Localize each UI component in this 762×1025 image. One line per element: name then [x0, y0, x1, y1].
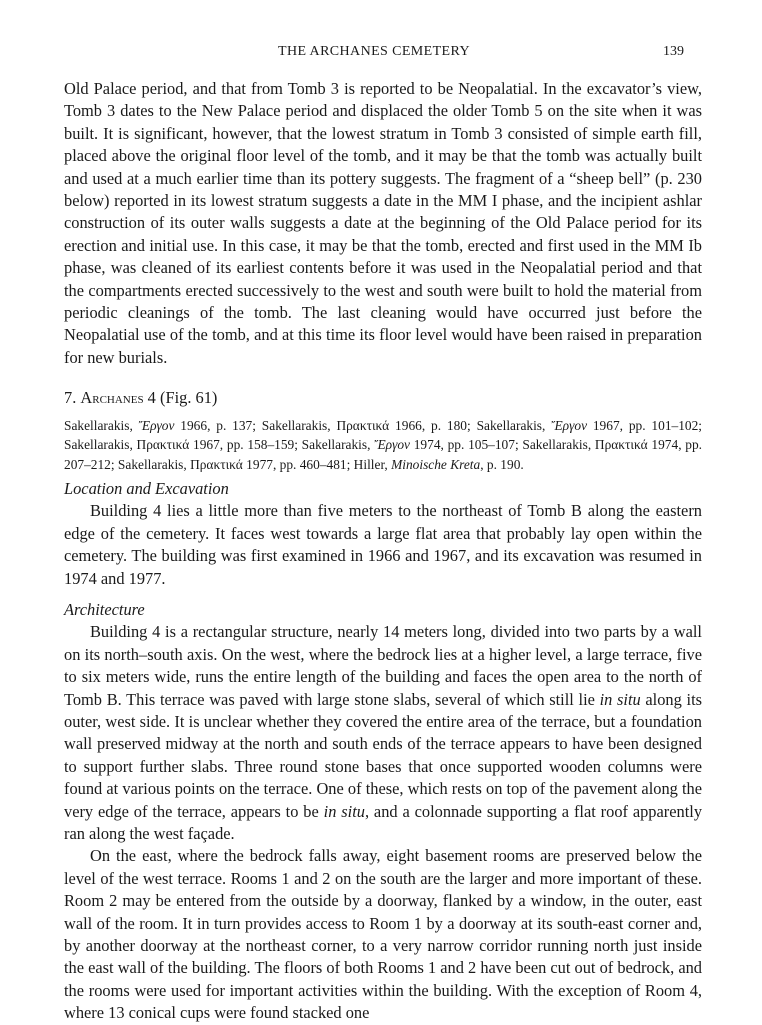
bib-book-title: Minoische Kreta: [391, 456, 481, 472]
body-text: [64, 78, 702, 1025]
page-header: [64, 44, 684, 66]
latin-term: in situ: [599, 689, 641, 709]
bib-text: Sakellarakis,: [64, 417, 139, 433]
bib-journal: Ἔργον: [374, 437, 410, 453]
bib-text: 1966, p. 180; Sakellarakis,: [389, 417, 552, 433]
bib-text: 1974, pp. 207–212; Sakellarakis,: [64, 437, 703, 472]
paragraph-text: Building 4 is a rectangular structure, nearly 14 meters long, divided into two parts by a wall on its north–south axis. On the west, where the bedrock lies at a higher level, a large terrace, five to six meters wide, runs the entire length of the building and faces the open area to the north of Tomb B. This terrace was paved with large stone slabs, several of which still lie: [64, 622, 702, 709]
intro-paragraph: Old Palace period, and that from Tomb 3 is reported to be Neopalatial. In the excavator’s view, Tomb 3 dates to the New Palace period and displaced the older Tomb 5 on the site when it was built. It is significant, however, that the lowest stratum in Tomb 3 consisted of simple earth fill, placed above the original floor level of the tomb, and it may be that the tomb was actually built and used at a much earlier time than its pottery suggests. The fragment of a “sheep bell” (p. 230 below) reported in its lowest stratum suggests a date in the MM I phase, and the incipient ashlar construction of its outer walls suggests a date at the beginning of the Old Palace period for its erection and initial use. In this case, it may be that the tomb, erected and first used in the MM Ib phase, was cleaned of its earliest contents before it was used in the Neopalatial period and that the compartments erected successively to the west and south were built to hold the material from periodic cleanings of the tomb. The last cleaning would have occurred just before the Neopalatial use of the tomb, and at this time its floor level would have been raised in preparation for new burials.: [64, 79, 702, 367]
paragraph-text: , and a colonnade supporting a flat roof apparently ran along the west façade.: [64, 801, 703, 843]
section-title: [64, 387, 702, 409]
bibliography: [64, 416, 702, 474]
location-heading: Location and Excavation: [64, 478, 229, 498]
figure-reference: (Fig. 61): [160, 388, 218, 408]
running-head: THE ARCHANES CEMETERY: [278, 44, 470, 59]
bib-text: 1977, pp. 460–481; Hiller,: [242, 456, 392, 472]
architecture-heading: Architecture: [64, 599, 145, 619]
section-name: Archanes 4: [80, 388, 156, 408]
bib-text: 1966, p. 137; Sakellarakis,: [174, 417, 337, 433]
section-number: 7.: [64, 388, 77, 408]
bib-text: 1974, pp. 105–107; Sakellarakis,: [410, 437, 595, 453]
bib-journal: Ἔργον: [138, 417, 175, 433]
bib-journal: Πρακτικά: [336, 417, 390, 433]
bib-text: 1967, pp. 158–159; Sakellarakis,: [189, 437, 375, 453]
bib-journal: Ἔργον: [551, 417, 588, 433]
bib-text: 1967, pp. 101–102; Sakellarakis,: [64, 417, 703, 453]
latin-term: in situ: [323, 801, 365, 821]
paragraph-text: along its outer, west side. It is unclear whether they covered the entire area of the terrace, but a foundation wall preserved midway at the north and south ends of the terrace appears to have been designed to support further slabs. Three round stone bases that once supported wooden columns were found at various points on the terrace. One of these, which rests on top of the pavement along the very edge of the terrace, appears to be: [64, 689, 702, 821]
architecture-paragraph-2: On the east, where the bedrock falls away, eight basement rooms are preserved below the level of the west terrace. Rooms 1 and 2 on the south are the larger and more important of these. Room 2 may be entered from the outside by a doorway, flanked by a window, in the outer, east wall of the room. It in turn provides access to Room 1 by a doorway at its south-east corner and, by another doorway at the northeast corner, to a very narrow corridor running north just inside the east wall of the building. The floors of both Rooms 1 and 2 have been cut out of bedrock, and the rooms were used for important activities within the building. With the exception of Room 4, where 13 conical cups were found stacked one: [64, 846, 702, 1023]
bib-text: , p. 190.: [480, 456, 524, 472]
bib-journal: Πρακτικά: [594, 437, 648, 453]
bib-journal: Πρακτικά: [136, 437, 190, 453]
location-paragraph: Building 4 lies a little more than five meters to the northeast of Tomb B along the eastern edge of the cemetery. It faces west towards a large flat area that probably lay open within the cemetery. The building was first examined in 1966 and 1967, and its excavation was resumed in 1974 and 1977.: [64, 501, 702, 588]
architecture-paragraph-1: [64, 621, 702, 845]
page-number: 139: [663, 44, 684, 59]
bib-journal: Πρακτικά: [190, 456, 243, 472]
